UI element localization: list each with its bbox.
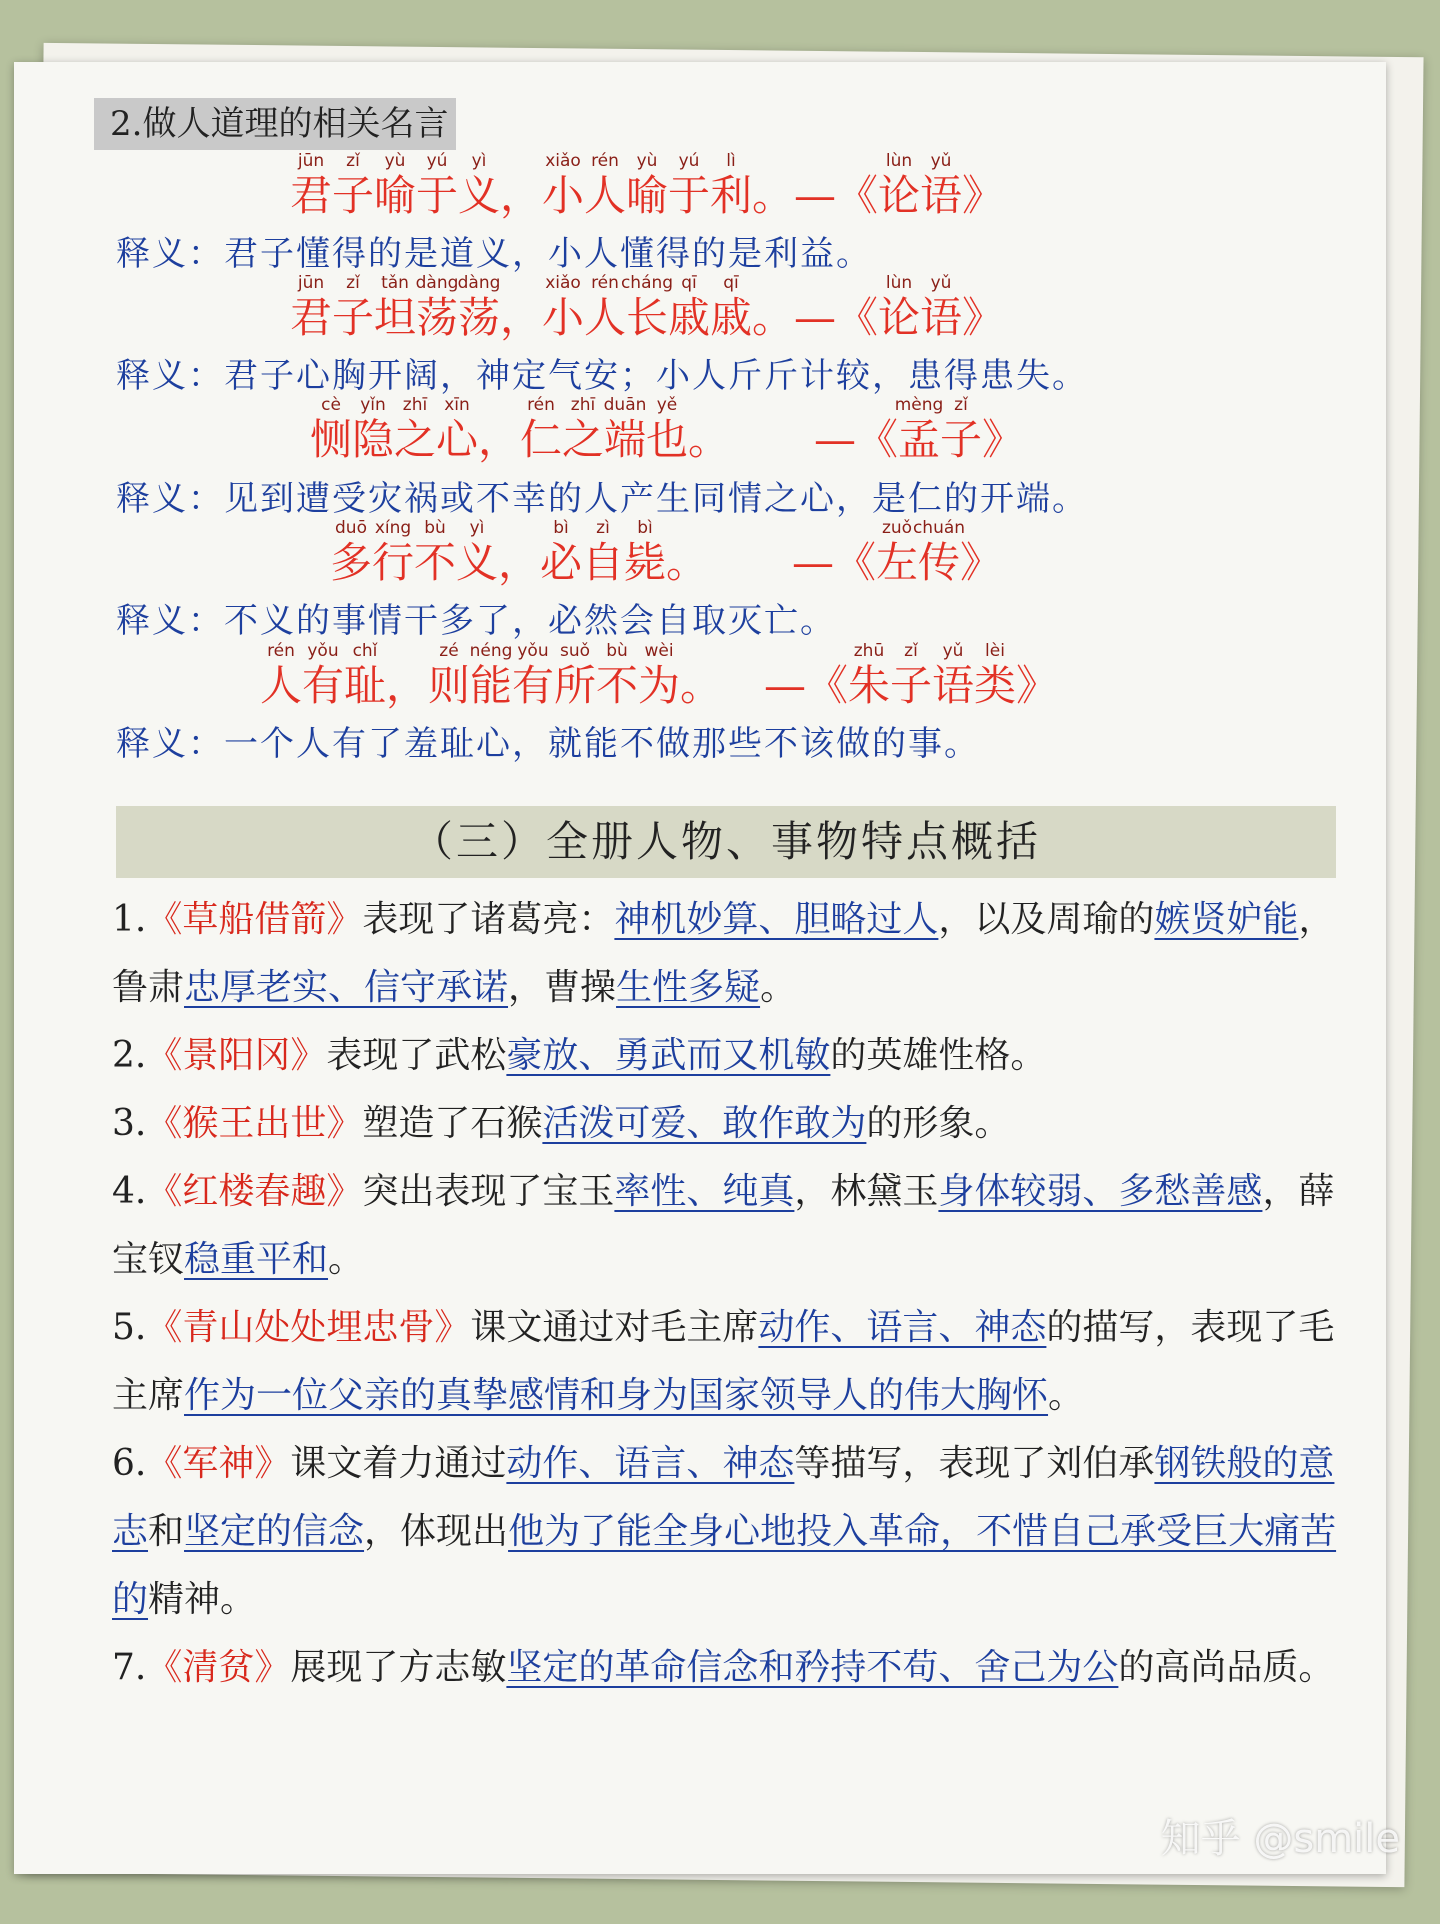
quote-char <box>470 640 512 710</box>
lesson-title: 《军神》 <box>146 1443 291 1484</box>
hanzi: 《 <box>836 171 879 220</box>
item-text: 和 <box>148 1511 185 1552</box>
quote-line <box>0 517 1440 587</box>
quote-char <box>456 517 498 587</box>
hanzi: 心 <box>436 415 479 464</box>
hanzi: 孟 <box>898 415 941 464</box>
quote-char <box>624 517 666 587</box>
quote-char <box>332 150 374 220</box>
item-text: 5. <box>112 1307 147 1348</box>
pinyin: rén <box>591 151 619 171</box>
hanzi: — <box>764 661 806 710</box>
hanzi: 小 <box>542 293 585 342</box>
summary-item <box>112 1022 1352 1090</box>
hanzi: 君 <box>290 171 333 220</box>
key-trait: 钢铁般的意志 <box>112 1443 1335 1552</box>
hanzi: 利 <box>710 171 753 220</box>
quote-char <box>646 394 688 464</box>
lesson-title: 《清贫》 <box>146 1647 291 1688</box>
hanzi: 仁 <box>520 415 563 464</box>
hanzi: 则 <box>428 661 471 710</box>
pinyin: zhī <box>402 395 428 415</box>
pinyin: zhī <box>570 395 596 415</box>
hanzi: 毙 <box>624 538 667 587</box>
pinyin: duō <box>335 518 367 538</box>
character-summary-list <box>112 886 1352 1702</box>
hanzi: — <box>794 293 836 342</box>
item-text: ，曹操 <box>508 967 617 1008</box>
quote-char <box>582 517 624 587</box>
quote-char <box>890 640 932 710</box>
quote-char <box>352 394 394 464</box>
quote-char <box>540 517 582 587</box>
hanzi: 传 <box>918 538 961 587</box>
quote-char <box>436 394 478 464</box>
item-text: 突出表现了宝玉 <box>362 1171 615 1212</box>
lesson-title: 《景阳冈》 <box>146 1035 327 1076</box>
hanzi: 自 <box>582 538 625 587</box>
key-trait: 动作、语言、神态 <box>506 1443 795 1484</box>
pinyin: yǐn <box>360 395 386 415</box>
item-text: 。 <box>328 1239 365 1280</box>
item-text: 等描写，表现了刘伯承 <box>794 1443 1155 1484</box>
quote-char <box>498 517 540 587</box>
quote-char <box>394 394 436 464</box>
pinyin: zì <box>596 518 610 538</box>
hanzi: 有 <box>512 661 555 710</box>
quote-char <box>500 150 542 220</box>
hanzi: ， <box>498 538 541 587</box>
pinyin: bì <box>637 518 653 538</box>
quote-char <box>668 272 710 342</box>
quote-char <box>458 150 500 220</box>
item-text: 课文通过对毛主席 <box>470 1307 759 1348</box>
quote-char <box>416 150 458 220</box>
quote-meaning: 释义：见到遭受灾祸或不幸的人产生同情之心，是仁的开端。 <box>116 479 1088 519</box>
quote-char <box>290 150 332 220</box>
hanzi: 。 <box>666 538 709 587</box>
quote-char <box>688 394 730 464</box>
pinyin: yì <box>471 151 487 171</box>
item-text: ，鲁肃 <box>112 899 1335 1008</box>
pinyin: bì <box>553 518 569 538</box>
pinyin: rén <box>527 395 555 415</box>
hanzi: 之 <box>394 415 437 464</box>
hanzi: 左 <box>876 538 919 587</box>
pinyin: bù <box>424 518 446 538</box>
quote-char <box>794 150 836 220</box>
hanzi: 行 <box>372 538 415 587</box>
quote-char <box>626 150 668 220</box>
hanzi: 恻 <box>310 415 353 464</box>
pinyin: néng <box>469 641 513 661</box>
hanzi: 之 <box>562 415 605 464</box>
pinyin: qī <box>681 273 697 293</box>
hanzi: 子 <box>332 293 375 342</box>
lesson-title: 《草船借箭》 <box>146 899 363 940</box>
hanzi: 不 <box>414 538 457 587</box>
quote-char <box>478 394 520 464</box>
quote-char <box>932 640 974 710</box>
quote-line <box>0 150 1440 220</box>
hanzi: 《 <box>836 293 879 342</box>
quote-line <box>0 272 1440 342</box>
quote-char <box>584 150 626 220</box>
quote-meaning: 释义：君子懂得的是道义，小人懂得的是利益。 <box>116 234 872 274</box>
summary-item <box>112 1158 1352 1294</box>
pinyin: zǐ <box>346 151 360 171</box>
quote-char <box>794 272 836 342</box>
quote-char <box>372 517 414 587</box>
key-trait: 神机妙算、胆略过人 <box>614 899 939 940</box>
item-text: 。 <box>1048 1375 1085 1416</box>
pinyin: zǐ <box>904 641 918 661</box>
item-text: 精神。 <box>148 1579 257 1620</box>
quote-char <box>332 272 374 342</box>
item-text: ，以及周瑜的 <box>938 899 1155 940</box>
quote-char <box>878 150 920 220</box>
quote-char <box>962 150 1004 220</box>
lesson-title: 《青山处处埋忠骨》 <box>146 1307 471 1348</box>
quote-char <box>836 272 878 342</box>
pinyin: wèi <box>644 641 674 661</box>
pinyin: bù <box>606 641 628 661</box>
quote-char <box>542 272 584 342</box>
hanzi: 》 <box>962 171 1005 220</box>
item-text: 。 <box>760 967 797 1008</box>
quote-char <box>876 517 918 587</box>
pinyin: suǒ <box>559 641 591 661</box>
pinyin: jūn <box>297 151 325 171</box>
quote-char <box>750 565 792 587</box>
section-heading: 2.做人道理的相关名言 <box>94 98 456 150</box>
quote-char <box>290 272 332 342</box>
hanzi: 小 <box>542 171 585 220</box>
pinyin: rén <box>591 273 619 293</box>
pinyin: zé <box>439 641 459 661</box>
hanzi: 类 <box>974 661 1017 710</box>
hanzi: 论 <box>878 171 921 220</box>
hanzi: 荡 <box>416 293 459 342</box>
key-trait: 生性多疑 <box>616 967 761 1008</box>
quote-char <box>708 565 750 587</box>
quote-char <box>974 640 1016 710</box>
hanzi: 戚 <box>710 293 753 342</box>
hanzi: — <box>814 415 856 464</box>
quote-char <box>920 272 962 342</box>
key-trait: 坚定的革命信念和矜持不苟、舍己为公 <box>506 1647 1119 1688</box>
hanzi: 坦 <box>374 293 417 342</box>
key-trait: 他为了能全身心地投入革命，不惜自己承受巨大痛苦的 <box>112 1511 1337 1620</box>
watermark: 知乎 @smile <box>1160 1816 1400 1862</box>
pinyin: yù <box>384 151 406 171</box>
hanzi: 隐 <box>352 415 395 464</box>
quote-char <box>680 640 722 710</box>
pinyin: dàng <box>415 273 459 293</box>
hanzi: 》 <box>982 415 1025 464</box>
hanzi: — <box>794 171 836 220</box>
hanzi: 有 <box>302 661 345 710</box>
hanzi: 能 <box>470 661 513 710</box>
hanzi: 语 <box>920 293 963 342</box>
pinyin: lùn <box>885 151 913 171</box>
hanzi: 于 <box>416 171 459 220</box>
item-text: 塑造了石猴 <box>362 1103 543 1144</box>
hanzi: 君 <box>290 293 333 342</box>
hanzi: 《 <box>856 415 899 464</box>
quote-char <box>374 272 416 342</box>
summary-item <box>112 1634 1352 1702</box>
quote-char <box>912 517 966 587</box>
pinyin: chuán <box>912 518 966 538</box>
quote-char <box>604 394 646 464</box>
hanzi: 义 <box>458 171 501 220</box>
quote-char <box>814 394 856 464</box>
quote-line <box>0 640 1440 710</box>
hanzi: ， <box>386 661 429 710</box>
quote-char <box>1016 640 1058 710</box>
pinyin: chǐ <box>352 641 378 661</box>
hanzi: 为 <box>638 661 681 710</box>
quote-char <box>542 150 584 220</box>
item-text: ，林黛玉 <box>794 1171 939 1212</box>
pinyin: yǔ <box>930 273 952 293</box>
quote-char <box>260 640 302 710</box>
quote-char <box>374 150 416 220</box>
quote-char <box>500 272 542 342</box>
pinyin: xíng <box>374 518 412 538</box>
quote-char <box>414 517 456 587</box>
pinyin: yǔ <box>930 151 952 171</box>
pinyin: yǒu <box>307 641 339 661</box>
hanzi: 人 <box>584 171 627 220</box>
quote-char <box>666 517 708 587</box>
hanzi: 论 <box>878 293 921 342</box>
hanzi: 人 <box>260 661 303 710</box>
key-trait: 作为一位父亲的真挚感情和身为国家领导人的伟大胸怀 <box>184 1375 1049 1416</box>
hanzi: 。 <box>680 661 723 710</box>
quote-meaning: 释义：不义的事情干多了，必然会自取灭亡。 <box>116 601 836 641</box>
summary-item <box>112 1090 1352 1158</box>
lesson-title: 《猴王出世》 <box>146 1103 363 1144</box>
quote-char <box>982 394 1024 464</box>
pinyin: lùn <box>885 273 913 293</box>
quote-char <box>836 150 878 220</box>
hanzi: 也 <box>646 415 689 464</box>
quote-char <box>458 272 500 342</box>
pinyin: zuǒ <box>881 518 913 538</box>
hanzi: — <box>792 538 834 587</box>
quote-char <box>772 442 814 464</box>
hanzi: 子 <box>940 415 983 464</box>
pinyin: lì <box>726 151 736 171</box>
key-trait: 稳重平和 <box>184 1239 329 1280</box>
quote-char <box>792 517 834 587</box>
lesson-title: 《红楼春趣》 <box>146 1171 363 1212</box>
hanzi: 朱 <box>848 661 891 710</box>
hanzi: 子 <box>890 661 933 710</box>
quote-char <box>638 640 680 710</box>
hanzi: 端 <box>604 415 647 464</box>
pinyin: cháng <box>620 273 674 293</box>
hanzi: 语 <box>932 661 975 710</box>
key-trait: 活泼可爱、敢作敢为 <box>542 1103 867 1144</box>
item-text: 1. <box>112 899 147 940</box>
item-text: 2. <box>112 1035 147 1076</box>
quote-char <box>960 517 1002 587</box>
quote-char <box>752 272 794 342</box>
key-trait: 忠厚老实、信守承诺 <box>184 967 509 1008</box>
hanzi: ， <box>478 415 521 464</box>
quote-char <box>730 442 772 464</box>
pinyin: jūn <box>297 273 325 293</box>
hanzi: 喻 <box>374 171 417 220</box>
summary-item <box>112 1294 1352 1430</box>
quote-char <box>764 640 806 710</box>
hanzi: ， <box>500 171 543 220</box>
key-trait: 嫉贤妒能 <box>1154 899 1299 940</box>
quote-char <box>920 150 962 220</box>
hanzi: 》 <box>962 293 1005 342</box>
hanzi: 荡 <box>458 293 501 342</box>
item-text: 的形象。 <box>866 1103 1011 1144</box>
quote-line <box>0 394 1440 464</box>
quote-meaning: 释义：一个人有了羞耻心，就能不做那些不该做的事。 <box>116 724 980 764</box>
pinyin: yǔ <box>942 641 964 661</box>
hanzi: 义 <box>456 538 499 587</box>
quote-char <box>428 640 470 710</box>
hanzi: 于 <box>668 171 711 220</box>
summary-item <box>112 886 1352 1022</box>
key-trait: 身体较弱、多愁善感 <box>938 1171 1263 1212</box>
section-title: （三）全册人物、事物特点概括 <box>116 806 1336 878</box>
quote-char <box>344 640 386 710</box>
quote-char <box>520 394 562 464</box>
hanzi: 耻 <box>344 661 387 710</box>
quote-char <box>710 272 752 342</box>
pinyin: yì <box>469 518 485 538</box>
hanzi: 人 <box>584 293 627 342</box>
quote-char <box>584 272 626 342</box>
quote-char <box>894 394 944 464</box>
pinyin: zǐ <box>954 395 968 415</box>
pinyin: yǒu <box>517 641 549 661</box>
pinyin: rén <box>267 641 295 661</box>
quote-char <box>668 150 710 220</box>
pinyin: qī <box>723 273 739 293</box>
quote-char <box>302 640 344 710</box>
quote-char <box>856 394 898 464</box>
hanzi: 喻 <box>626 171 669 220</box>
quote-char <box>722 688 764 710</box>
hanzi: 。 <box>752 171 795 220</box>
summary-item <box>112 1430 1352 1634</box>
hanzi: 》 <box>1016 661 1059 710</box>
hanzi: ， <box>500 293 543 342</box>
key-trait: 率性、纯真 <box>614 1171 795 1212</box>
item-text: ，体现出 <box>364 1511 509 1552</box>
item-text: 6. <box>112 1443 147 1484</box>
pinyin: yě <box>656 395 678 415</box>
quote-char <box>878 272 920 342</box>
hanzi: 《 <box>806 661 849 710</box>
pinyin: lèi <box>985 641 1005 661</box>
item-text: 表现了武松 <box>326 1035 507 1076</box>
hanzi: 多 <box>330 538 373 587</box>
hanzi: 。 <box>752 293 795 342</box>
item-text: 4. <box>112 1171 147 1212</box>
quote-char <box>848 640 890 710</box>
quote-char <box>310 394 352 464</box>
item-text: 3. <box>112 1103 147 1144</box>
item-text: 的英雄性格。 <box>830 1035 1047 1076</box>
pinyin: zǐ <box>346 273 360 293</box>
key-trait: 坚定的信念 <box>184 1511 365 1552</box>
quote-char <box>330 517 372 587</box>
key-trait: 动作、语言、神态 <box>758 1307 1047 1348</box>
quote-char <box>710 150 752 220</box>
hanzi: 不 <box>596 661 639 710</box>
key-trait: 豪放、勇武而又机敏 <box>506 1035 831 1076</box>
quote-meaning: 释义：君子心胸开阔，神定气安；小人斤斤计较，患得患失。 <box>116 356 1088 396</box>
item-text: 的高尚品质。 <box>1118 1647 1335 1688</box>
hanzi: 必 <box>540 538 583 587</box>
pinyin: yù <box>636 151 658 171</box>
quote-char <box>386 640 428 710</box>
pinyin: xīn <box>444 395 470 415</box>
item-text: 展现了方志敏 <box>290 1647 507 1688</box>
pinyin: dàng <box>457 273 501 293</box>
item-text: 的描写，表现了毛主席 <box>112 1307 1335 1416</box>
item-text: 表现了诸葛亮： <box>362 899 615 940</box>
pinyin: duān <box>603 395 647 415</box>
hanzi: 《 <box>834 538 877 587</box>
hanzi: 戚 <box>668 293 711 342</box>
quote-char <box>752 150 794 220</box>
pinyin: xiǎo <box>545 273 581 293</box>
hanzi: 》 <box>960 538 1003 587</box>
pinyin: cè <box>321 395 341 415</box>
quote-char <box>554 640 596 710</box>
pinyin: mèng <box>894 395 944 415</box>
quote-char <box>596 640 638 710</box>
quote-char <box>562 394 604 464</box>
pinyin: zhū <box>853 641 885 661</box>
quote-char <box>962 272 1004 342</box>
hanzi: 语 <box>920 171 963 220</box>
quote-char <box>620 272 674 342</box>
quote-char <box>834 517 876 587</box>
item-text: 课文着力通过 <box>290 1443 507 1484</box>
pinyin: yú <box>678 151 700 171</box>
item-text: ，薛宝钗 <box>112 1171 1335 1280</box>
item-text: 7. <box>112 1647 147 1688</box>
pinyin: yú <box>426 151 448 171</box>
hanzi: 所 <box>554 661 597 710</box>
quote-char <box>416 272 458 342</box>
pinyin: xiǎo <box>545 151 581 171</box>
quote-char <box>940 394 982 464</box>
hanzi: 。 <box>688 415 731 464</box>
pinyin: tǎn <box>381 273 409 293</box>
hanzi: 子 <box>332 171 375 220</box>
hanzi: 长 <box>626 293 669 342</box>
quote-char <box>806 640 848 710</box>
quote-char <box>512 640 554 710</box>
